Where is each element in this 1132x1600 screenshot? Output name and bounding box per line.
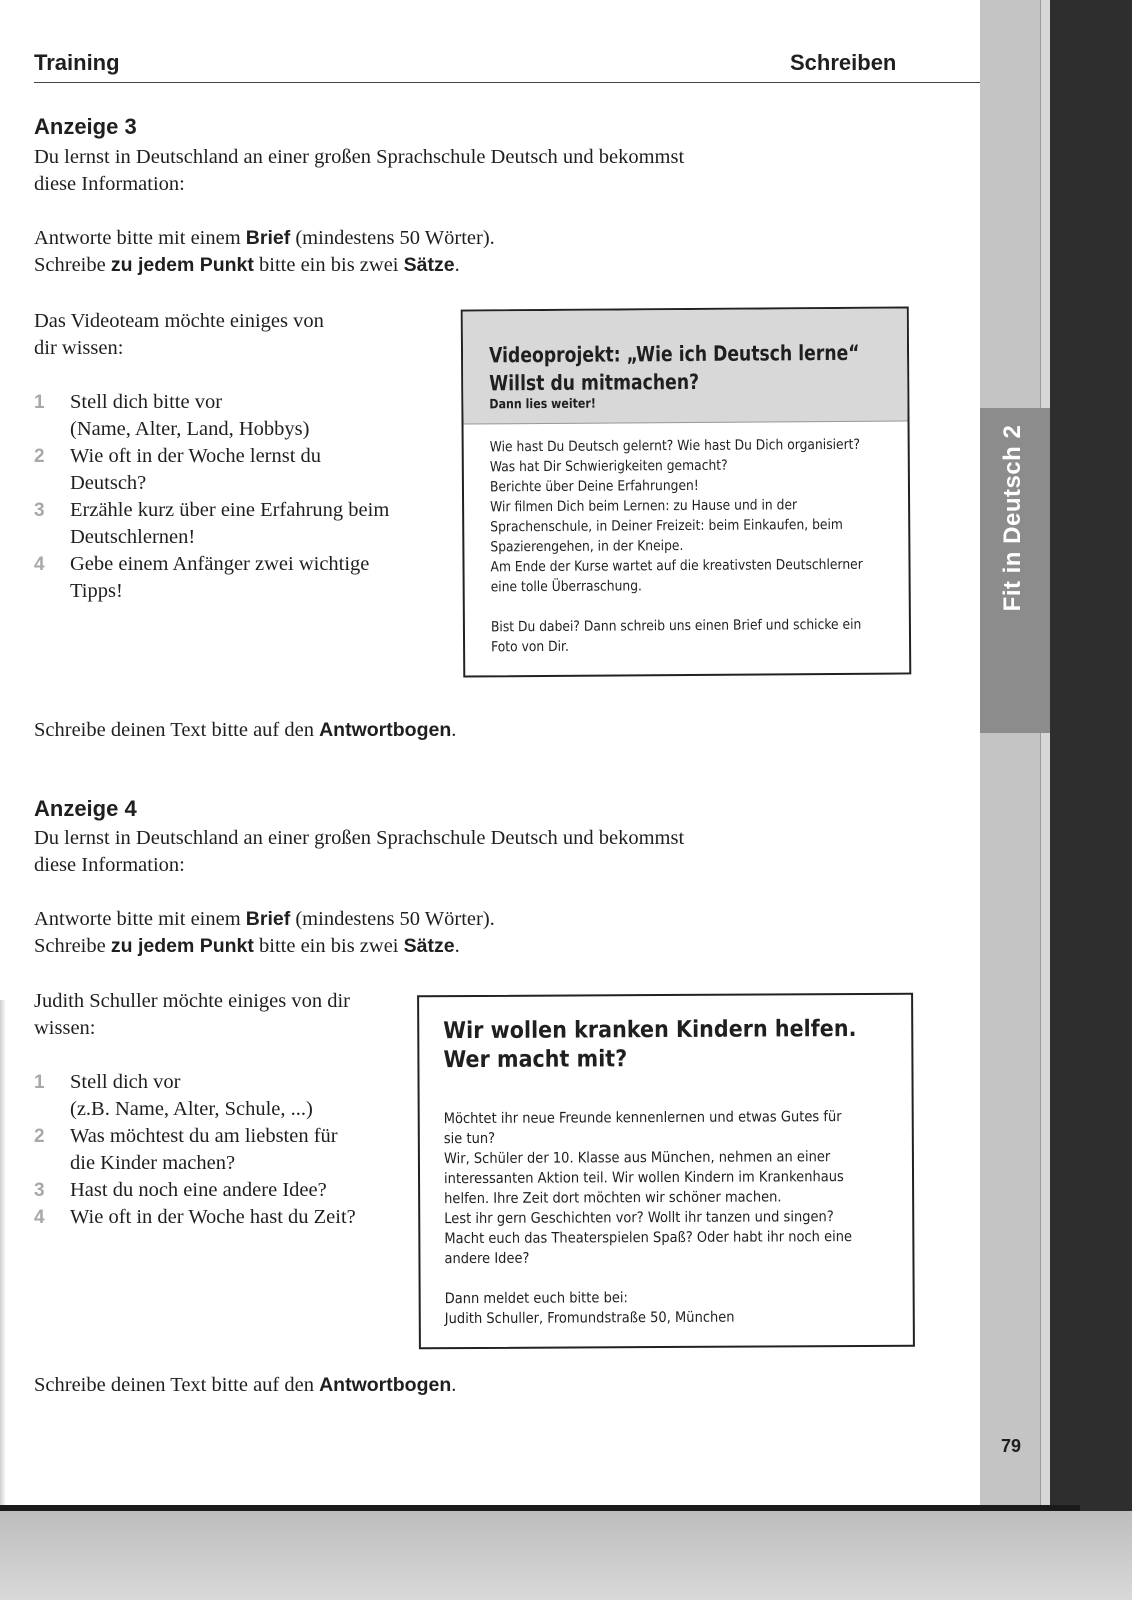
list-item [34, 1123, 356, 1177]
ad-body-line: Macht euch das Theaterspielen Spaß? Oder habt ihr noch eine [444, 1229, 853, 1248]
item-line: (Name, Alter, Land, Hobbys) [70, 418, 310, 440]
item-number: 1 [34, 1072, 45, 1093]
ad-box-body [490, 434, 905, 657]
anzeige4-instructions [34, 906, 495, 960]
text-fragment: bitte ein bis zwei [253, 935, 404, 957]
bold-fragment: Antwortbogen [319, 1374, 452, 1396]
list-item [34, 497, 389, 551]
item-line: Was möchtest du am liebsten für [70, 1125, 338, 1147]
anzeige3-intro-line: Du lernst in Deutschland an einer großen Sprachschule Deutsch und bekommst [34, 146, 685, 168]
ad-box-title [443, 1015, 856, 1075]
item-line: (z.B. Name, Alter, Schule, ...) [70, 1098, 313, 1120]
item-line: Stell dich bitte vor [70, 391, 223, 413]
ad-body-line: Möchtet ihr neue Freunde kennenlernen und etwas Gutes für [443, 1109, 842, 1128]
ad-closing-line: Bist Du dabei? Dann schreib uns einen Brief und schicke ein [490, 616, 862, 636]
ad-contact-line: Dann meldet euch bitte bei: [444, 1290, 628, 1308]
text-fragment: Schreibe [34, 935, 111, 957]
anzeige3-title: Anzeige 3 [34, 114, 137, 139]
anzeige4-intro [34, 825, 684, 879]
item-line: Wie oft in der Woche hast du Zeit? [70, 1206, 356, 1228]
ad-body-line: Lest ihr gern Geschichten vor? Wollt ihr tanzen und singen? [444, 1209, 834, 1228]
anzeige4-footer [34, 1372, 456, 1399]
list-item [34, 443, 389, 497]
item-line: Tipps! [70, 580, 123, 602]
anzeige4-ask-line: Judith Schuller möchte einiges von dir [34, 990, 350, 1012]
background-bottom [0, 1511, 1132, 1600]
item-line: die Kinder machen? [70, 1152, 236, 1174]
header-rule [34, 82, 980, 83]
item-number: 4 [34, 554, 45, 575]
bold-fragment: Sätze [403, 254, 455, 276]
anzeige3-instructions [34, 225, 495, 279]
spacer [445, 1267, 868, 1289]
list-item [34, 1177, 356, 1204]
text-fragment: bitte ein bis zwei [253, 254, 404, 276]
item-line: Gebe einem Anfänger zwei wichtige [70, 553, 370, 575]
anzeige3-task-list [34, 389, 389, 605]
ad-box-title-line: Videoprojekt: „Wie ich Deutsch lerne“ [488, 340, 860, 368]
ad-body-line: Wir filmen Dich beim Lernen: zu Hause und in der [490, 497, 798, 516]
text-fragment: Schreibe deinen Text bitte auf den [34, 1374, 320, 1396]
anzeige3-ad-box [461, 306, 912, 677]
bold-fragment: Brief [245, 227, 291, 249]
ad-body-line: helfen. Ihre Zeit dort möchten wir schöner machen. [444, 1189, 782, 1208]
anzeige3-intro [34, 144, 684, 198]
text-fragment: . [454, 935, 460, 957]
ad-box-body [444, 1107, 868, 1329]
ad-body-line: sie tun? [443, 1130, 496, 1148]
ad-body-line: Am Ende der Kurse wartet auf die kreativsten Deutschlerner [490, 556, 863, 576]
text-fragment: Schreibe deinen Text bitte auf den [34, 719, 320, 741]
ad-contact-line: Judith Schuller, Fromundstraße 50, München [444, 1309, 735, 1328]
ad-box-subtitle: Dann lies weiter! [489, 396, 596, 413]
ad-body-line: interessanten Aktion teil. Wir wollen Kindern im Krankenhaus [443, 1169, 844, 1188]
item-line: Stell dich vor [70, 1071, 181, 1093]
anzeige4-instruction-1 [34, 906, 495, 933]
anzeige3-ask [34, 308, 324, 362]
ad-body-line: Wir, Schüler der 10. Klasse aus München, nehmen an einer [443, 1149, 831, 1168]
ad-body-line: Sprachenschule, in Deiner Freizeit: beim Einkaufen, beim [490, 516, 843, 536]
anzeige4-ask-line: wissen: [34, 1017, 96, 1039]
ad-body-line: Was hat Dir Schwierigkeiten gemacht? [489, 457, 728, 476]
text-fragment: (mindestens 50 Wörter). [290, 227, 495, 249]
anzeige4-instruction-2 [34, 933, 495, 960]
item-number: 2 [34, 1126, 45, 1147]
anzeige3-ask-line: Das Videoteam möchte einiges von [34, 310, 324, 332]
text-fragment: Antworte bitte mit einem [34, 227, 246, 249]
ad-box-title [489, 339, 860, 398]
header-section-label: Training [34, 50, 120, 75]
ad-body-line: Spazierengehen, in der Kneipe. [490, 538, 684, 556]
ad-body-line: Wie hast Du Deutsch gelernt? Wie hast Du Dich organisiert? [489, 436, 861, 456]
list-item [34, 1204, 356, 1231]
ad-box-title-line: Wer macht mit? [443, 1046, 628, 1074]
ad-body-line: andere Idee? [444, 1250, 530, 1268]
text-fragment: Antworte bitte mit einem [34, 908, 246, 930]
page-number: 79 [1001, 1436, 1022, 1456]
anzeige4-intro-line: diese Information: [34, 854, 185, 876]
item-number: 3 [34, 500, 45, 521]
item-number: 2 [34, 446, 45, 467]
ad-body-line: Berichte über Deine Erfahrungen! [489, 477, 699, 496]
page-edge-lines [1040, 0, 1050, 1510]
anzeige3-ask-line: dir wissen: [34, 337, 124, 359]
text-fragment: . [451, 1374, 457, 1396]
anzeige3-footer [34, 717, 456, 744]
anzeige4-title: Anzeige 4 [34, 796, 137, 821]
ad-closing-line: Foto von Dir. [491, 638, 569, 656]
ad-box-title-line: Wir wollen kranken Kindern helfen. [443, 1016, 857, 1045]
item-number: 4 [34, 1207, 45, 1228]
anzeige4-intro-line: Du lernst in Deutschland an einer großen Sprachschule Deutsch und bekommst [34, 827, 685, 849]
item-number: 3 [34, 1180, 45, 1201]
text-fragment: Schreibe [34, 254, 111, 276]
text-fragment: . [451, 719, 457, 741]
anzeige3-instruction-1 [34, 225, 495, 252]
item-line: Hast du noch eine andere Idee? [70, 1179, 327, 1201]
bold-fragment: Sätze [403, 935, 455, 957]
anzeige4-ad-box [417, 993, 915, 1350]
list-item [34, 389, 389, 443]
list-item [34, 1069, 356, 1123]
ad-box-header [463, 308, 908, 424]
page-left-shadow [0, 1000, 6, 1505]
anzeige3-instruction-2 [34, 252, 495, 279]
item-line: Wie oft in der Woche lernst du [70, 445, 322, 467]
bold-fragment: Brief [245, 908, 291, 930]
ad-box-title-line: Willst du mitmachen? [489, 369, 700, 396]
ad-body-line: eine tolle Überraschung. [490, 578, 642, 596]
item-line: Deutschlernen! [70, 526, 196, 548]
anzeige3-intro-line: diese Information: [34, 173, 185, 195]
anzeige4-ask [34, 988, 350, 1042]
text-fragment: (mindestens 50 Wörter). [290, 908, 495, 930]
list-item [34, 551, 389, 605]
item-number: 1 [34, 392, 45, 413]
anzeige4-task-list [34, 1069, 356, 1231]
text-fragment: . [454, 254, 460, 276]
background-right [1050, 0, 1132, 1520]
bold-fragment: Antwortbogen [319, 719, 452, 741]
header-topic-label: Schreiben [790, 50, 897, 75]
item-line: Deutsch? [70, 472, 147, 494]
bold-fragment: zu jedem Punkt [110, 254, 254, 276]
bold-fragment: zu jedem Punkt [110, 935, 254, 957]
side-tab-label: Fit in Deutsch 2 [999, 424, 1026, 612]
item-line: Erzähle kurz über eine Erfahrung beim [70, 499, 390, 521]
